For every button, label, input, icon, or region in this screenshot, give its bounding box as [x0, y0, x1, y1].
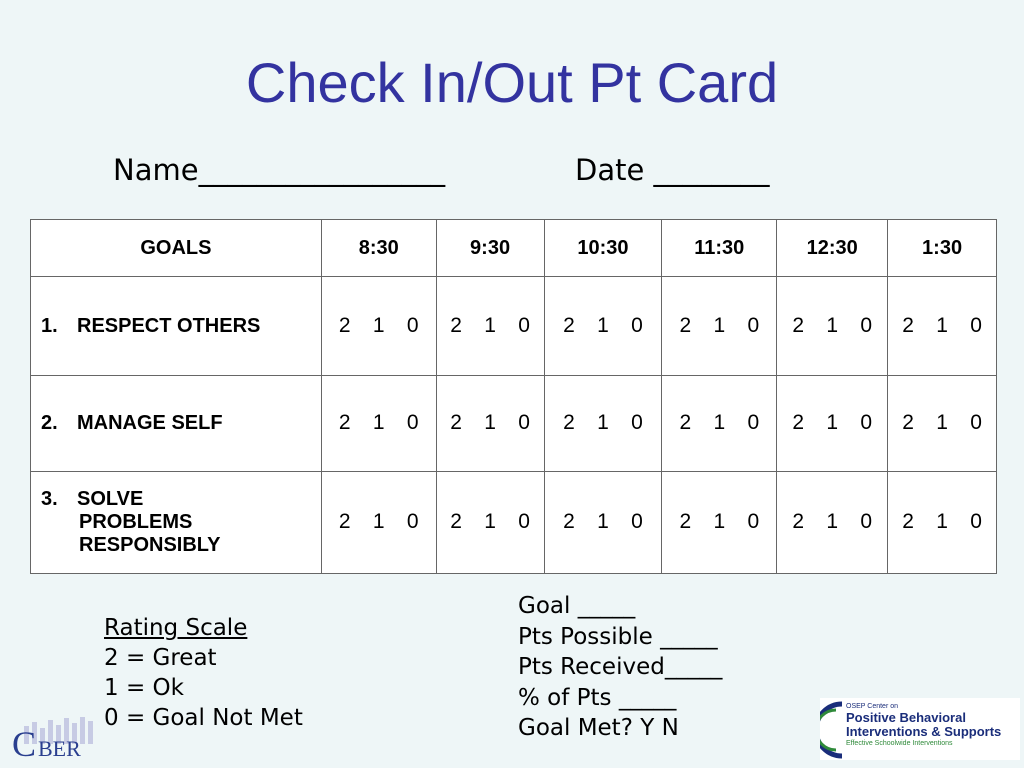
goal-number: 2. [41, 411, 58, 434]
rating-cell [888, 376, 997, 471]
rating-cell [544, 376, 662, 471]
rating-option[interactable]: 0 [406, 411, 419, 435]
header-time: 1:30 [888, 220, 997, 277]
rating-cell [436, 277, 544, 376]
rating-option[interactable]: 0 [860, 314, 872, 338]
cber-logo-c: C [12, 724, 37, 760]
rating-option[interactable]: 2 [450, 314, 462, 338]
goal-label-continued: RESPONSIBLY [79, 533, 221, 556]
points-summary [518, 591, 722, 744]
rating-option[interactable]: 0 [631, 411, 643, 435]
page-title: Check In/Out Pt Card [245, 51, 779, 114]
rating-cell [662, 277, 777, 376]
rating-option[interactable]: 1 [484, 411, 496, 435]
rating-option[interactable]: 2 [679, 411, 692, 435]
rating-option[interactable]: 0 [860, 411, 872, 435]
rating-cell [436, 471, 544, 573]
pts-received-line[interactable]: Pts Received_____ [518, 654, 723, 680]
header-time: 12:30 [777, 220, 888, 277]
table-row [31, 277, 997, 376]
table-row [31, 471, 997, 573]
rating-option[interactable]: 0 [970, 510, 982, 534]
rating-option[interactable]: 2 [338, 411, 351, 435]
rating-cell [436, 376, 544, 471]
rating-option[interactable]: 0 [747, 510, 760, 534]
rating-cell [888, 277, 997, 376]
pbis-logo [820, 698, 1020, 760]
goals-table [30, 219, 997, 574]
goal-number: 3. [41, 487, 58, 510]
rating-option[interactable]: 0 [518, 314, 530, 338]
date-label: Date [575, 153, 645, 187]
name-blank: _________________ [198, 153, 446, 187]
rating-option[interactable]: 1 [597, 411, 609, 435]
rating-option[interactable]: 1 [713, 510, 726, 534]
header-time: 11:30 [662, 220, 777, 277]
rating-option[interactable]: 1 [826, 411, 838, 435]
rating-option[interactable]: 0 [631, 314, 643, 338]
goal-cell [31, 471, 322, 573]
rating-cell [777, 471, 888, 573]
goal-cell [31, 277, 322, 376]
rating-option[interactable]: 1 [372, 314, 385, 338]
rating-option[interactable]: 0 [406, 314, 419, 338]
rating-cell [777, 277, 888, 376]
goal-label: SOLVE [77, 487, 144, 510]
pct-pts-line[interactable]: % of Pts _____ [518, 684, 677, 711]
rating-option[interactable]: 2 [902, 314, 914, 338]
rating-option[interactable]: 2 [679, 510, 692, 534]
header-time: 9:30 [436, 220, 544, 277]
rating-option[interactable]: 2 [338, 510, 351, 534]
rating-cell [544, 471, 662, 573]
goal-line[interactable]: Goal _____ [518, 593, 636, 619]
rating-scale-item: 0 = Goal Not Met [104, 705, 303, 731]
rating-option[interactable]: 0 [747, 411, 760, 435]
rating-scale [104, 613, 303, 733]
rating-option[interactable]: 0 [518, 411, 530, 435]
rating-option[interactable]: 1 [484, 314, 496, 338]
header-time: 10:30 [544, 220, 662, 277]
rating-cell [321, 277, 436, 376]
date-field[interactable] [575, 153, 770, 187]
rating-option[interactable]: 0 [747, 314, 760, 338]
goal-label: RESPECT OTHERS [77, 314, 261, 337]
pbis-logo-line1: OSEP Center on [846, 703, 899, 710]
goal-label: MANAGE SELF [77, 411, 223, 434]
cber-logo-text: BER [38, 736, 81, 760]
date-blank: ________ [653, 153, 770, 187]
pbis-logo-line3: Interventions & Supports [846, 724, 1002, 739]
goal-met-line[interactable]: Goal Met? Y N [518, 715, 679, 741]
rating-option[interactable]: 2 [450, 411, 462, 435]
rating-option[interactable]: 2 [902, 411, 914, 435]
goal-number: 1. [41, 314, 58, 337]
rating-option[interactable]: 1 [826, 510, 838, 534]
pbis-logo-line2: Positive Behavioral [846, 710, 966, 725]
rating-option[interactable]: 2 [679, 314, 692, 338]
rating-scale-heading: Rating Scale [104, 615, 248, 641]
rating-scale-item: 2 = Great [104, 645, 217, 671]
rating-option[interactable]: 0 [970, 411, 982, 435]
rating-option[interactable]: 2 [902, 510, 914, 534]
rating-option[interactable]: 2 [338, 314, 351, 338]
rating-cell [662, 471, 777, 573]
cber-logo [10, 716, 110, 760]
rating-option[interactable]: 1 [713, 411, 726, 435]
rating-cell [662, 376, 777, 471]
name-field[interactable] [113, 153, 445, 187]
rating-option[interactable]: 2 [792, 411, 804, 435]
rating-option[interactable]: 2 [563, 314, 575, 338]
rating-option[interactable]: 0 [518, 510, 530, 534]
goal-cell [31, 376, 322, 471]
rating-option[interactable]: 1 [484, 510, 496, 534]
rating-option[interactable]: 2 [563, 510, 575, 534]
rating-option[interactable]: 0 [970, 314, 982, 338]
header-goals: GOALS [31, 220, 322, 277]
rating-option[interactable]: 1 [826, 314, 838, 338]
table-header-row [31, 220, 997, 277]
rating-option[interactable]: 0 [406, 510, 419, 534]
rating-option[interactable]: 1 [372, 411, 385, 435]
rating-option[interactable]: 1 [713, 314, 726, 338]
table-row [31, 376, 997, 471]
rating-option[interactable]: 1 [936, 510, 948, 534]
rating-option[interactable]: 1 [372, 510, 385, 534]
rating-cell [777, 376, 888, 471]
rating-option[interactable]: 0 [860, 510, 872, 534]
rating-option[interactable]: 2 [792, 510, 804, 534]
name-label: Name [113, 153, 199, 187]
rating-option[interactable]: 2 [450, 510, 462, 534]
rating-option[interactable]: 2 [563, 411, 575, 435]
pbis-logo-arc-inner [820, 710, 836, 750]
rating-option[interactable]: 0 [631, 510, 643, 534]
rating-cell [321, 471, 436, 573]
rating-option[interactable]: 1 [597, 510, 609, 534]
rating-option[interactable]: 1 [597, 314, 609, 338]
rating-option[interactable]: 2 [792, 314, 804, 338]
header-time: 8:30 [321, 220, 436, 277]
rating-option[interactable]: 1 [936, 314, 948, 338]
pts-possible-line[interactable]: Pts Possible _____ [518, 623, 718, 650]
rating-cell [321, 376, 436, 471]
goal-label-continued: PROBLEMS [79, 510, 193, 533]
rating-cell [544, 277, 662, 376]
rating-cell [888, 471, 997, 573]
pbis-logo-line4: Effective Schoolwide Interventions [846, 740, 953, 747]
rating-option[interactable]: 1 [936, 411, 948, 435]
rating-scale-item: 1 = Ok [104, 675, 184, 701]
